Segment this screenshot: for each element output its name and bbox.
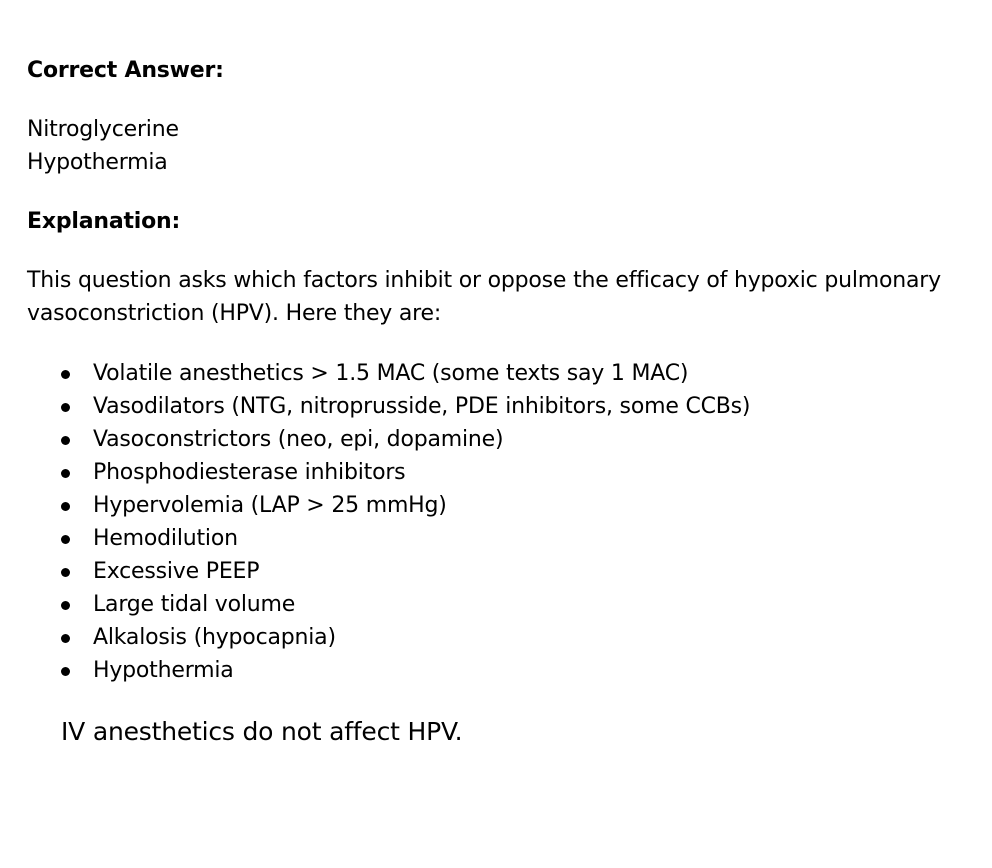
list-item-text: Excessive PEEP — [93, 559, 260, 584]
hpv-inhibitor-list — [27, 357, 972, 687]
list-item-text: Large tidal volume — [93, 592, 296, 617]
list-item — [27, 522, 972, 555]
list-item — [27, 489, 972, 522]
bullet-icon — [61, 403, 70, 412]
list-item — [27, 423, 972, 456]
explanation-heading: Explanation: — [27, 209, 181, 234]
list-item — [27, 555, 972, 588]
bullet-icon — [61, 370, 70, 379]
iv-anesthetics-note: IV anesthetics do not affect HPV. — [61, 717, 463, 746]
list-item-text: Alkalosis (hypocapnia) — [93, 625, 336, 650]
bullet-icon — [61, 634, 70, 643]
answer-explanation-page — [27, 54, 972, 775]
list-item-text: Volatile anesthetics > 1.5 MAC (some texts say 1 MAC) — [93, 361, 689, 386]
list-item — [27, 357, 972, 390]
list-item-text: Hypervolemia (LAP > 25 mmHg) — [93, 493, 447, 518]
list-item-text: Hemodilution — [93, 526, 238, 551]
list-item-text: Phosphodiesterase inhibitors — [93, 460, 406, 485]
bullet-icon — [61, 601, 70, 610]
explanation-intro: This question asks which factors inhibit or oppose the efficacy of hypoxic pulmonary vasoconstriction (HPV). Here they are: — [27, 268, 941, 326]
correct-answer-list — [27, 113, 972, 179]
correct-answer-item: Hypothermia — [27, 150, 168, 175]
list-item-text: Vasodilators (NTG, nitroprusside, PDE inhibitors, some CCBs) — [93, 394, 751, 419]
list-item — [27, 588, 972, 621]
list-item — [27, 456, 972, 489]
bullet-icon — [61, 667, 70, 676]
list-item-text: Hypothermia — [93, 658, 234, 683]
list-item-text: Vasoconstrictors (neo, epi, dopamine) — [93, 427, 504, 452]
bullet-icon — [61, 469, 70, 478]
correct-answer-heading: Correct Answer: — [27, 58, 224, 83]
bullet-icon — [61, 502, 70, 511]
correct-answer-item: Nitroglycerine — [27, 117, 179, 142]
list-item — [27, 621, 972, 654]
bullet-icon — [61, 436, 70, 445]
bullet-icon — [61, 568, 70, 577]
bullet-icon — [61, 535, 70, 544]
list-item — [27, 390, 972, 423]
list-item — [27, 654, 972, 687]
